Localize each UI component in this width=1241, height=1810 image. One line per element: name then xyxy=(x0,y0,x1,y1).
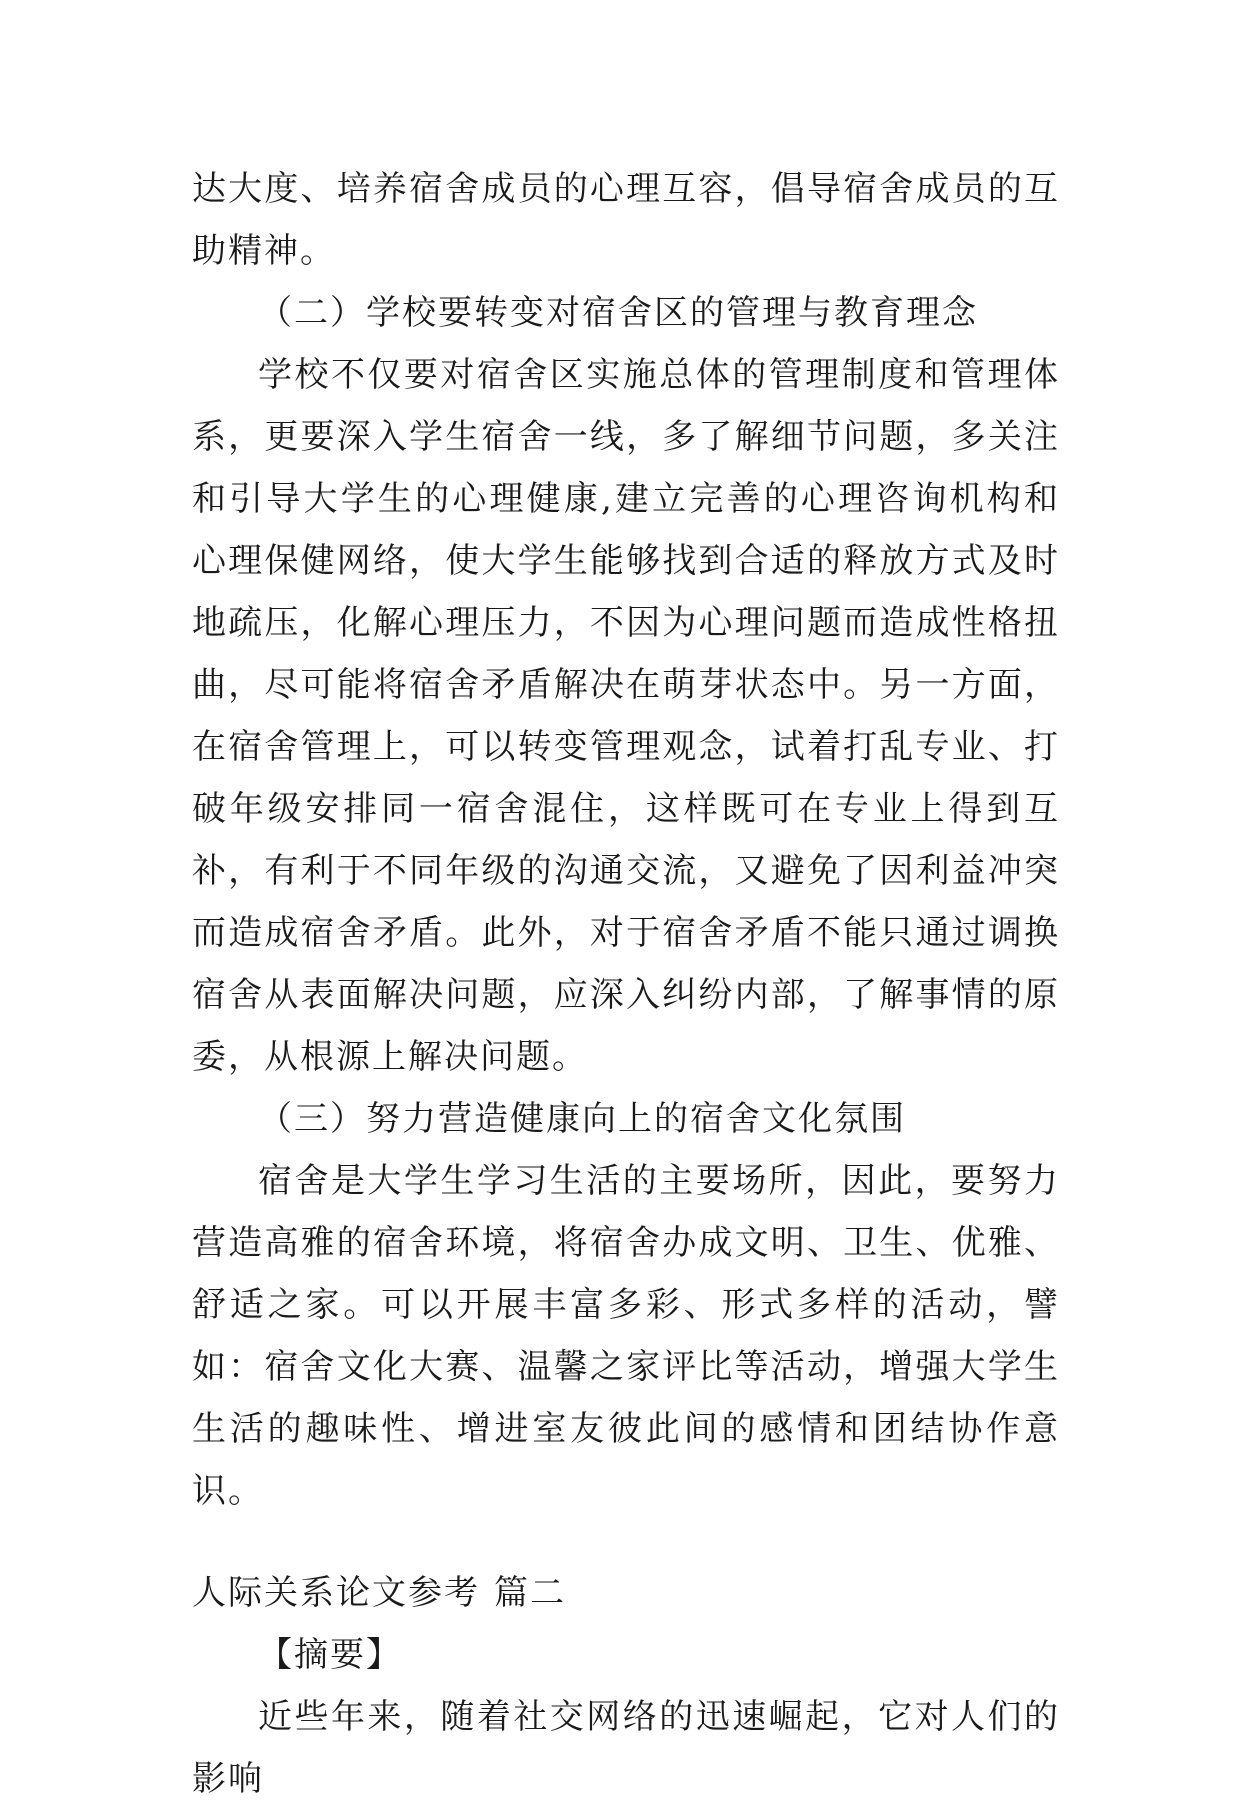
abstract-text: 近些年来，随着社交网络的迅速崛起，它对人们的影响 xyxy=(192,1697,1060,1799)
article-title-text: 人际关系论文参考 xyxy=(192,1573,480,1613)
abstract-label: 【摘要】 xyxy=(258,1635,402,1675)
heading-section-two: （二）学校要转变对宿舍区的管理与教育理念 xyxy=(258,293,978,333)
paragraph-management: 学校不仅要对宿舍区实施总体的管理制度和管理体系，更要深入学生宿舍一线，多了解细节问题，多关注和引导大学生的心理健康,建立完善的心理咨询机构和心理保健网络，使大学生能够找到合适的释放方式及时地疏压，化解心理压力，不因为心理问题而造成性格扭曲，尽可能将宿舍矛盾解决在萌芽状态中。另一方面，在宿舍管理上，可以转变管理观念，试着打乱专业、打破年级安排同一宿舍混住，这样既可在专业上得到互补，有利于不同年级的沟通交流，又避免了因利益冲突而造成宿舍矛盾。此外，对于宿舍矛盾不能只通过调换宿舍从表面解决问题，应深入纠纷内部，了解事情的原委，从根源上解决问题。 xyxy=(192,355,1060,1077)
heading-section-three: （三）努力营造健康向上的宿舍文化氛围 xyxy=(258,1099,906,1139)
document-body xyxy=(192,158,1060,1810)
paragraph-continuation: 达大度、培养宿舍成员的心理互容，倡导宿舍成员的互助精神。 xyxy=(192,169,1060,271)
paragraph-culture: 宿舍是大学生学习生活的主要场所，因此，要努力营造高雅的宿舍环境，将宿舍办成文明、卫生、优雅、舒适之家。可以开展丰富多彩、形式多样的活动，譬如：宿舍文化大赛、温馨之家评比等活动，增强大学生生活的趣味性、增进室友彼此间的感情和团结协作意识。 xyxy=(192,1161,1060,1511)
article-part-label: 篇二 xyxy=(494,1573,566,1613)
article-title xyxy=(192,1562,1060,1624)
